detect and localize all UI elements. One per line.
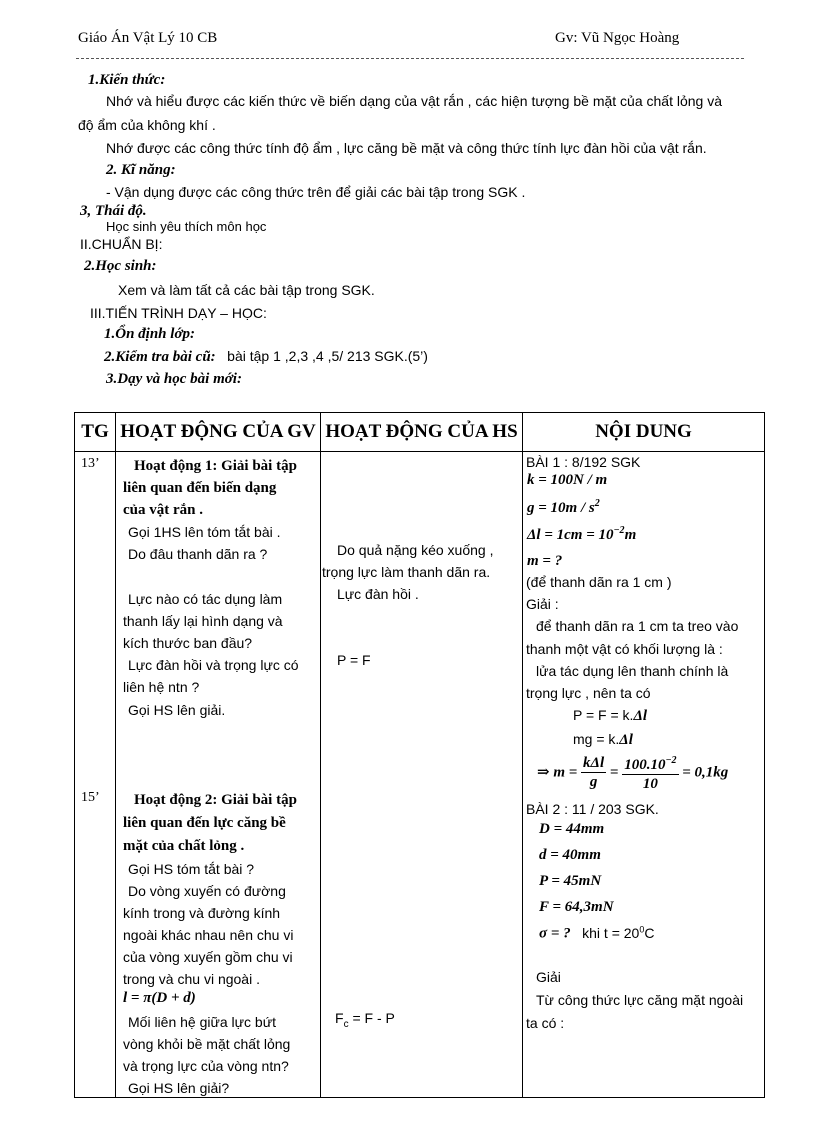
kiem-tra-text: bài tập 1 ,2,3 ,4 ,5/ 213 SGK.(5’) <box>227 348 428 364</box>
result-den-1: g <box>589 774 598 790</box>
bai1-k: k = 100N / m <box>527 472 608 488</box>
day-hoc-title: 3.Dạy và học bài mới: <box>106 371 242 387</box>
bai1-dl-tail: m <box>624 527 637 543</box>
bai1-dl-sup: −2 <box>613 525 625 536</box>
ki-nang-text: - Vận dụng được các công thức trên để giải các bài tập trong SGK . <box>106 184 526 200</box>
gv2-l10: Gọi HS lên giải? <box>128 1080 230 1096</box>
header-divider <box>76 58 744 59</box>
bai2-sigma: σ = ? <box>539 925 571 942</box>
gv2-l6: trong và chu vi ngoài . <box>123 971 260 987</box>
bai2-khi-pre: khi t = 20 <box>582 924 640 941</box>
bai2-title: BÀI 2 : 11 / 203 SGK. <box>526 801 659 817</box>
gv2-l5: của vòng xuyến gồm chu vi <box>123 949 293 965</box>
result-num-2 <box>622 752 678 775</box>
tien-trinh-title: III.TIẾN TRÌNH DẠY – HỌC: <box>90 305 267 321</box>
thai-do-title: 3, Thái độ. <box>80 203 147 219</box>
bai2-d: d = 40mm <box>539 847 601 863</box>
result-end: = 0,1kg <box>682 764 729 781</box>
bai1-s2: thanh một vật có khối lượng là : <box>526 641 723 657</box>
gv1-l7: liên hệ ntn ? <box>123 679 200 695</box>
gv2-title-l1: Hoạt động 2: Giải bài tập <box>134 792 297 808</box>
bai1-g-main: g = 10m / s <box>527 500 595 516</box>
result-num-1: kΔl <box>583 755 605 771</box>
result-den-2: 10 <box>642 776 658 792</box>
bai2-t1: Từ công thức lực căng mặt ngoài <box>536 992 744 1008</box>
thai-do-text: Học sinh yêu thích môn học <box>106 219 267 234</box>
bai2-khi-post: C <box>644 924 655 941</box>
bai2-D: D = 44mm <box>539 821 605 837</box>
gv2-title-l3: mặt của chất lỏng . <box>123 838 245 854</box>
result-num-2-main: 100.10 <box>624 757 666 773</box>
result-frac-1 <box>581 754 606 791</box>
gv2-l4: ngoài khác nhau nên chu vi <box>123 927 294 943</box>
kien-thuc-p1-line1: Nhớ và hiểu được các kiến thức về biến dạng của vật rắn , các hiện tượng bề mặt của chất lỏng và <box>106 93 722 109</box>
bai1-s1: để thanh dãn ra 1 cm ta treo vào <box>536 618 739 634</box>
gv1-title-l1: Hoạt động 1: Giải bài tập <box>134 458 297 474</box>
bai2-khi <box>582 925 654 941</box>
ki-nang-title: 2. Kĩ năng: <box>106 162 176 178</box>
header-tg: TG <box>75 413 116 452</box>
header-noi-dung: NỘI DUNG <box>523 413 765 452</box>
cell-noi-dung <box>523 452 765 1098</box>
gv2-formula: l = π(D + d) <box>123 990 196 1006</box>
hs-l3: Lực đàn hồi . <box>337 586 419 602</box>
bai1-title: BÀI 1 : 8/192 SGK <box>526 454 641 470</box>
gv2-l2: Do vòng xuyến có đường <box>128 883 286 899</box>
hoc-sinh-text: Xem và làm tất cả các bài tập trong SGK. <box>118 282 375 298</box>
bai1-g <box>527 498 600 517</box>
gv2-l3: kính trong và đường kính <box>123 905 281 921</box>
header-gv: HOẠT ĐỘNG CỦA GV <box>116 413 321 452</box>
bai1-giai: Giải : <box>526 596 559 612</box>
gv1-l1: Gọi 1HS lên tóm tắt bài . <box>128 524 281 540</box>
gv1-l8: Gọi HS lên giải. <box>128 702 226 718</box>
gv1-l4: thanh lấy lại hình dạng và <box>123 613 283 629</box>
tg-2: 15’ <box>81 790 100 805</box>
kien-thuc-p2: Nhớ được các công thức tính độ ẩm , lực căng bề mặt và công thức tính lực đàn hồi của vật rắn. <box>106 140 707 156</box>
gv2-l7: Mối liên hệ giữa lực bứt <box>128 1014 276 1030</box>
header-hs: HOẠT ĐỘNG CỦA HS <box>321 413 523 452</box>
cell-gv <box>116 452 321 1098</box>
gv1-title-l3: của vật rắn . <box>123 502 203 518</box>
header-teacher: Gv: Vũ Ngọc Hoàng <box>555 30 680 46</box>
bai2-sigma-row <box>539 924 654 943</box>
chuan-bi-title: II.CHUẨN BỊ: <box>80 236 163 252</box>
kien-thuc-p1-line2: độ ẩm của không khí . <box>78 117 216 133</box>
gv1-l3: Lực nào có tác dụng làm <box>128 591 283 607</box>
gv2-title-l2: liên quan đến lực căng bề <box>123 815 286 831</box>
kien-thuc-title: 1.Kiến thức: <box>88 72 166 88</box>
hs-l4: P = F <box>337 652 371 668</box>
bai1-m: m = ? <box>527 553 563 569</box>
hs-l2: trọng lực làm thanh dãn ra. <box>322 564 491 580</box>
cell-hs <box>321 452 523 1098</box>
hs-l5-main: F <box>335 1010 344 1026</box>
gv2-l1: Gọi HS tóm tắt bài ? <box>128 861 255 877</box>
result-eq: = <box>609 764 619 781</box>
hoc-sinh-title: 2.Học sinh: <box>84 258 157 274</box>
table-header-row <box>75 413 765 452</box>
hs-l1: Do quả nặng kéo xuống , <box>337 542 494 558</box>
bai1-result <box>537 752 728 793</box>
bai2-khi-sup: 0 <box>639 924 645 934</box>
bai1-dl <box>527 525 636 544</box>
result-num-2-sup: −2 <box>665 755 677 766</box>
bai1-s5-text: P = F = k. <box>573 707 634 723</box>
gv1-title-l2: liên quan đến biến dạng <box>123 480 277 496</box>
bai1-note: (để thanh dãn ra 1 cm ) <box>526 574 672 590</box>
gv2-l8: vòng khỏi bề mặt chất lỏng <box>123 1036 291 1052</box>
bai2-P: P = 45mN <box>539 873 602 889</box>
bai1-s3: lửa tác dụng lên thanh chính là <box>536 663 729 679</box>
bai1-s5 <box>573 707 647 725</box>
on-dinh-title: 1.Ổn định lớp: <box>104 326 195 342</box>
result-prefix: ⇒ m = <box>537 764 578 781</box>
gv1-l6: Lực đàn hồi và trọng lực có <box>128 657 299 673</box>
hs-l5 <box>335 1010 395 1030</box>
bai1-dl-main: Δl = 1cm = 10 <box>527 527 614 543</box>
header-course: Giáo Án Vật Lý 10 CB <box>78 30 218 46</box>
lesson-table <box>74 412 765 1098</box>
bai2-giai: Giải <box>536 969 561 985</box>
kiem-tra-row <box>104 348 428 366</box>
hs-l5-rest: = F - P <box>348 1010 395 1026</box>
hs-l5-sub: c <box>343 1018 349 1030</box>
bai1-s5-delta: Δl <box>633 708 648 724</box>
tg-1: 13’ <box>81 456 100 471</box>
bai1-g-sup: 2 <box>594 498 600 509</box>
bai1-s6-text: mg = k. <box>573 731 620 747</box>
bai2-t2: ta có : <box>526 1015 565 1031</box>
gv1-l2: Do đâu thanh dãn ra ? <box>128 546 268 562</box>
bai1-s4: trọng lực , nên ta có <box>526 685 651 701</box>
gv2-l9: và trọng lực của vòng ntn? <box>123 1058 289 1074</box>
cell-tg <box>75 452 116 1098</box>
table-body-row <box>75 452 765 1098</box>
result-frac-2 <box>622 752 678 793</box>
bai1-s6 <box>573 731 633 749</box>
bai1-s6-delta: Δl <box>619 732 633 748</box>
kiem-tra-title: 2.Kiểm tra bài cũ: <box>104 349 216 365</box>
bai2-F: F = 64,3mN <box>539 899 614 915</box>
gv1-l5: kích thước ban đầu? <box>123 635 253 651</box>
